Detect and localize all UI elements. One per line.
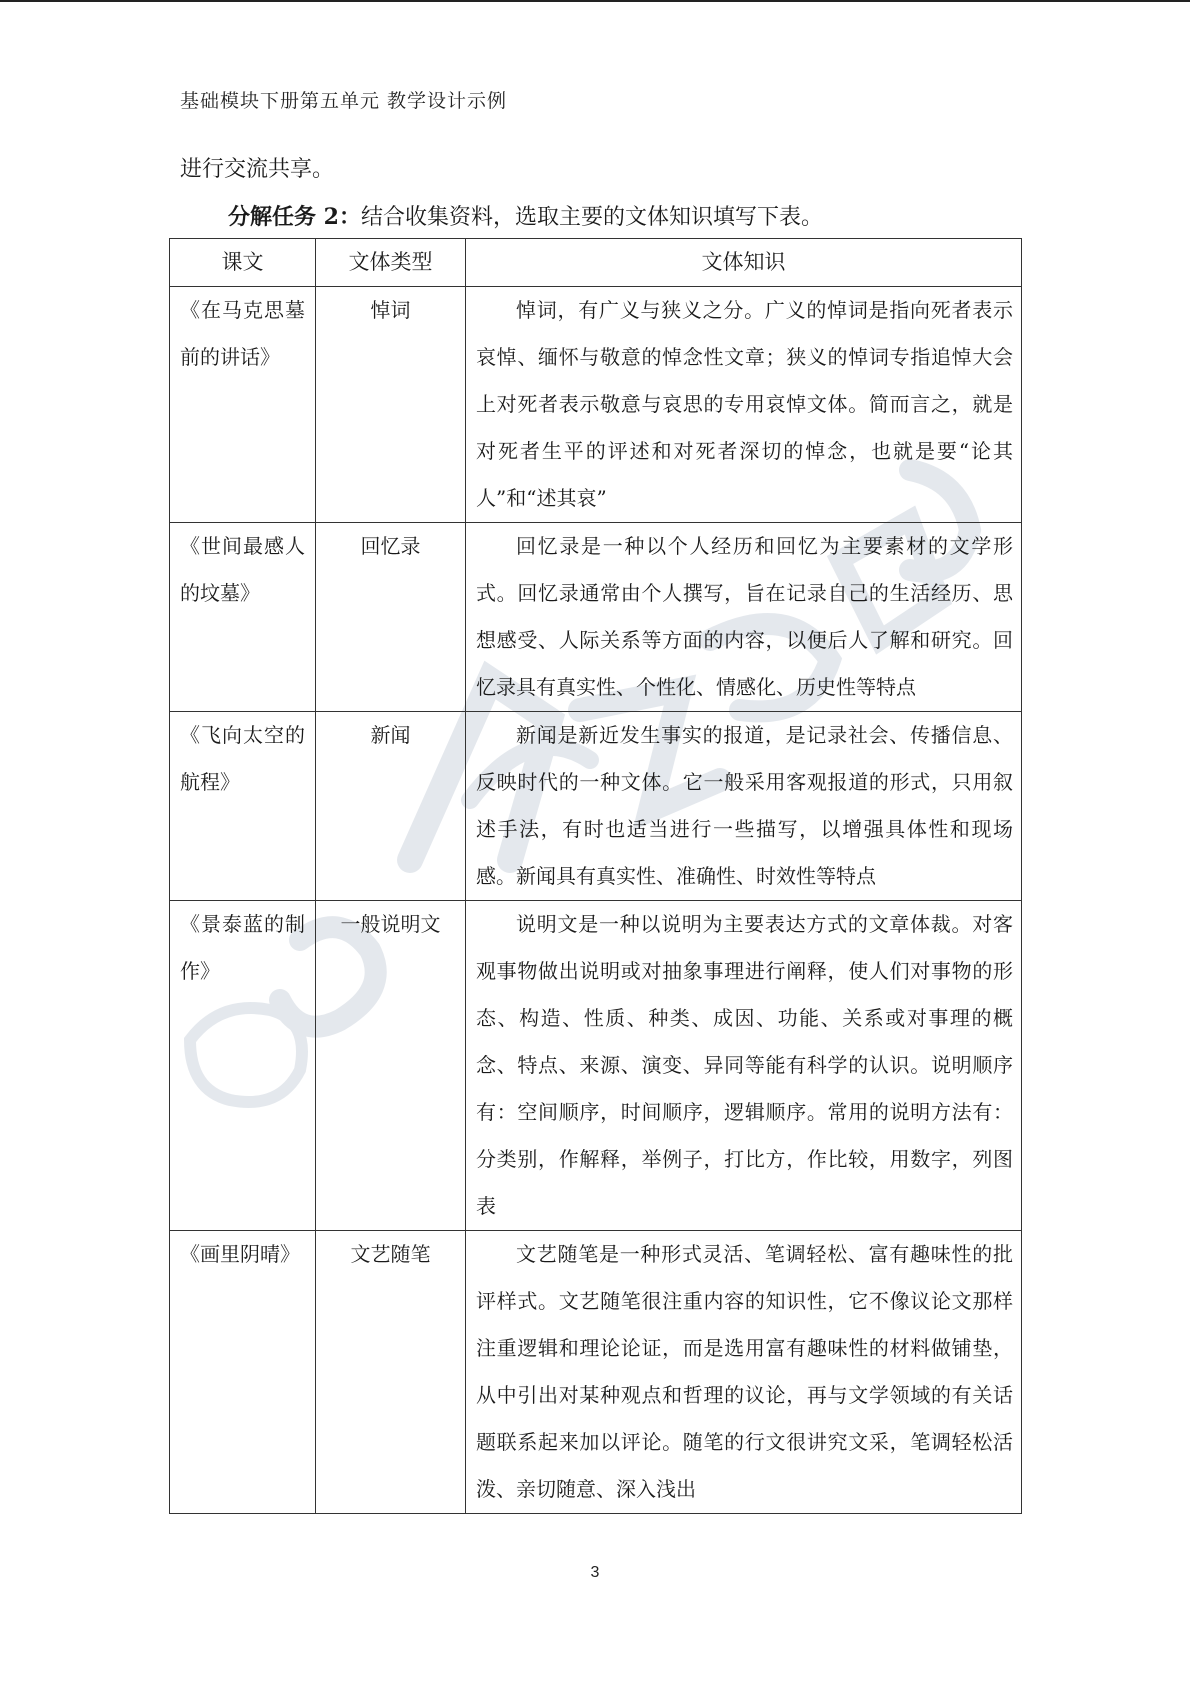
continuation-paragraph: 进行交流共享。 [180, 157, 335, 182]
genre-cell: 悼词 [316, 287, 466, 523]
table-row [170, 712, 1022, 901]
header-lesson: 课文 [170, 239, 316, 287]
table-row [170, 287, 1022, 523]
task-label: 分解任务 2： [228, 204, 361, 230]
top-rule [0, 0, 1190, 2]
page-number: 3 [590, 1564, 600, 1581]
knowledge-cell: 文艺随笔是一种形式灵活、笔调轻松、富有趣味性的批评样式。文艺随笔很注重内容的知识性，它不像议论文那样注重逻辑和理论论证，而是选用富有趣味性的材料做铺垫，从中引出对某种观点和哲理的议论，再与文学领域的有关话题联系起来加以评论。随笔的行文很讲究文采，笔调轻松活泼、亲切随意、深入浅出 [466, 1231, 1022, 1514]
task-instruction [228, 200, 823, 231]
header-knowledge: 文体知识 [466, 239, 1022, 287]
table-row [170, 901, 1022, 1231]
lesson-cell: 《景泰蓝的制作》 [170, 901, 316, 1231]
genre-knowledge-table [169, 238, 1022, 1514]
lesson-cell: 《在马克思墓前的讲话》 [170, 287, 316, 523]
table-row [170, 523, 1022, 712]
lesson-cell: 《画里阴晴》 [170, 1231, 316, 1514]
knowledge-cell: 说明文是一种以说明为主要表达方式的文章体裁。对客观事物做出说明或对抽象事理进行阐释，使人们对事物的形态、构造、性质、种类、成因、功能、关系或对事理的概念、特点、来源、演变、异同等能有科学的认识。说明顺序有：空间顺序，时间顺序，逻辑顺序。常用的说明方法有：分类别，作解释，举例子，打比方，作比较，用数字，列图表 [466, 901, 1022, 1231]
running-header: 基础模块下册第五单元 教学设计示例 [180, 90, 508, 112]
knowledge-cell: 回忆录是一种以个人经历和回忆为主要素材的文学形式。回忆录通常由个人撰写，旨在记录自己的生活经历、思想感受、人际关系等方面的内容，以便后人了解和研究。回忆录具有真实性、个性化、情感化、历史性等特点 [466, 523, 1022, 712]
lesson-cell: 《世间最感人的坟墓》 [170, 523, 316, 712]
genre-cell: 回忆录 [316, 523, 466, 712]
table-header-row [170, 239, 1022, 287]
header-genre: 文体类型 [316, 239, 466, 287]
genre-cell: 新闻 [316, 712, 466, 901]
knowledge-cell: 悼词，有广义与狭义之分。广义的悼词是指向死者表示哀悼、缅怀与敬意的悼念性文章；狭义的悼词专指追悼大会上对死者表示敬意与哀思的专用哀悼文体。简而言之，就是对死者生平的评述和对死者深切的悼念，也就是要“论其人”和“述其哀” [466, 287, 1022, 523]
genre-cell: 文艺随笔 [316, 1231, 466, 1514]
task-text: 结合收集资料，选取主要的文体知识填写下表。 [360, 205, 823, 230]
knowledge-cell: 新闻是新近发生事实的报道，是记录社会、传播信息、反映时代的一种文体。它一般采用客观报道的形式，只用叙述手法，有时也适当进行一些描写，以增强具体性和现场感。新闻具有真实性、准确性、时效性等特点 [466, 712, 1022, 901]
genre-cell: 一般说明文 [316, 901, 466, 1231]
table-row [170, 1231, 1022, 1514]
lesson-cell: 《飞向太空的航程》 [170, 712, 316, 901]
